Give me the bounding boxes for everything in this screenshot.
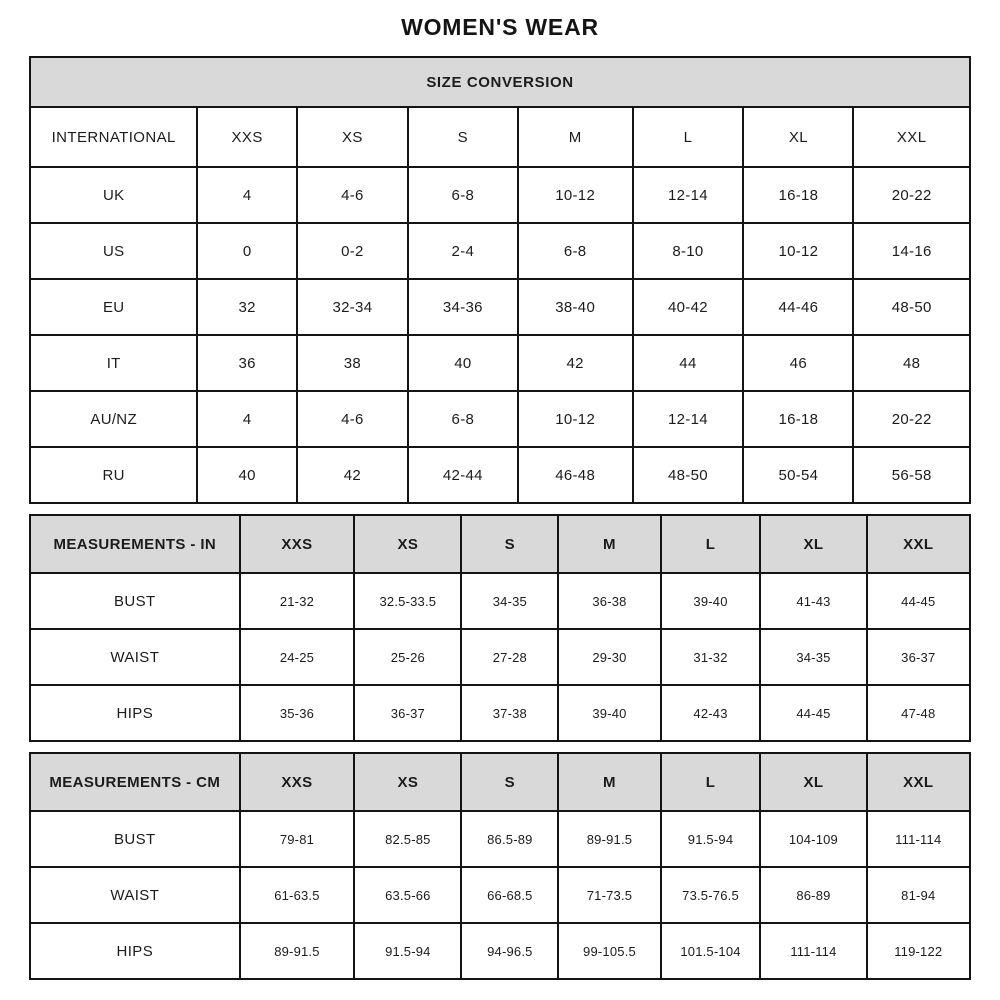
table-cell: 21-32	[240, 573, 355, 629]
table-cell: 81-94	[867, 867, 970, 923]
row-label: HIPS	[30, 685, 240, 741]
table-cell: 119-122	[867, 923, 970, 979]
size-column-header: L	[633, 107, 744, 167]
table-row	[30, 391, 970, 447]
table-cell: 4	[197, 391, 297, 447]
table-cell: 20-22	[853, 391, 970, 447]
size-column-header: XS	[297, 107, 408, 167]
table-cell: 63.5-66	[354, 867, 461, 923]
table-cell: 27-28	[461, 629, 558, 685]
table-cell: 46	[743, 335, 853, 391]
table-row	[30, 629, 970, 685]
table-cell: 34-35	[461, 573, 558, 629]
size-column-header: XL	[743, 107, 853, 167]
row-label: WAIST	[30, 867, 240, 923]
table-cell: 91.5-94	[354, 923, 461, 979]
table-cell: 47-48	[867, 685, 970, 741]
measurements-cm-section	[29, 752, 971, 980]
table-banner-row	[30, 57, 970, 107]
table-cell: 82.5-85	[354, 811, 461, 867]
size-conversion-table	[29, 56, 971, 504]
table-cell: 61-63.5	[240, 867, 355, 923]
table-cell: 20-22	[853, 167, 970, 223]
table-cell: 36-38	[558, 573, 660, 629]
table-cell: 14-16	[853, 223, 970, 279]
size-column-header: XXL	[867, 515, 970, 573]
size-column-header: S	[461, 753, 558, 811]
size-column-header: M	[558, 753, 660, 811]
table-cell: 111-114	[867, 811, 970, 867]
table-cell: 16-18	[743, 167, 853, 223]
table-cell: 40-42	[633, 279, 744, 335]
table-row	[30, 923, 970, 979]
size-column-header: XS	[354, 753, 461, 811]
table-cell: 42-43	[661, 685, 761, 741]
table-cell: 66-68.5	[461, 867, 558, 923]
row-label: RU	[30, 447, 197, 503]
table-cell: 37-38	[461, 685, 558, 741]
table-cell: 34-36	[408, 279, 518, 335]
table-cell: 94-96.5	[461, 923, 558, 979]
size-column-header: XL	[760, 753, 866, 811]
table-cell: 111-114	[760, 923, 866, 979]
table-cell: 12-14	[633, 391, 744, 447]
table-row	[30, 573, 970, 629]
table-cell: 56-58	[853, 447, 970, 503]
table-cell: 39-40	[661, 573, 761, 629]
table-cell: 32.5-33.5	[354, 573, 461, 629]
table-row	[30, 279, 970, 335]
table-cell: 42	[518, 335, 633, 391]
table-cell: 25-26	[354, 629, 461, 685]
size-column-header: L	[661, 753, 761, 811]
table-cell: 73.5-76.5	[661, 867, 761, 923]
table-row	[30, 223, 970, 279]
table-cell: 38-40	[518, 279, 633, 335]
table-cell: 31-32	[661, 629, 761, 685]
table-cell: 2-4	[408, 223, 518, 279]
table-cell: 12-14	[633, 167, 744, 223]
size-column-header: M	[518, 107, 633, 167]
table-cell: 6-8	[518, 223, 633, 279]
table-cell: 48-50	[633, 447, 744, 503]
measurements-in-table	[29, 514, 971, 742]
table-cell: 86-89	[760, 867, 866, 923]
size-column-header: XXS	[240, 753, 355, 811]
table-cell: 10-12	[518, 167, 633, 223]
table-cell: 4-6	[297, 391, 408, 447]
table-cell: 89-91.5	[240, 923, 355, 979]
size-column-header: XXL	[853, 107, 970, 167]
table-row	[30, 867, 970, 923]
row-label: US	[30, 223, 197, 279]
row-label: WAIST	[30, 629, 240, 685]
table-cell: 104-109	[760, 811, 866, 867]
table-cell: 24-25	[240, 629, 355, 685]
table-cell: 34-35	[760, 629, 866, 685]
size-column-header: XXS	[197, 107, 297, 167]
table-row	[30, 335, 970, 391]
table-cell: 44	[633, 335, 744, 391]
table-cell: 36-37	[354, 685, 461, 741]
size-column-header: S	[461, 515, 558, 573]
row-label: IT	[30, 335, 197, 391]
table-cell: 48-50	[853, 279, 970, 335]
measurements-cm-table	[29, 752, 971, 980]
row-label: AU/NZ	[30, 391, 197, 447]
table-header-row	[30, 753, 970, 811]
row-label: EU	[30, 279, 197, 335]
page-title: WOMEN'S WEAR	[401, 14, 599, 40]
column-header-label: MEASUREMENTS - IN	[30, 515, 240, 573]
table-cell: 10-12	[518, 391, 633, 447]
table-cell: 32	[197, 279, 297, 335]
measurements-in-section	[29, 514, 971, 742]
table-row	[30, 447, 970, 503]
size-column-header: L	[661, 515, 761, 573]
table-cell: 101.5-104	[661, 923, 761, 979]
table-cell: 79-81	[240, 811, 355, 867]
size-column-header: M	[558, 515, 660, 573]
table-cell: 4-6	[297, 167, 408, 223]
row-label: UK	[30, 167, 197, 223]
table-cell: 46-48	[518, 447, 633, 503]
table-cell: 44-45	[867, 573, 970, 629]
table-cell: 91.5-94	[661, 811, 761, 867]
table-row	[30, 811, 970, 867]
table-cell: 29-30	[558, 629, 660, 685]
table-cell: 41-43	[760, 573, 866, 629]
table-cell: 38	[297, 335, 408, 391]
table-cell: 6-8	[408, 167, 518, 223]
size-conversion-section	[29, 56, 971, 504]
table-cell: 48	[853, 335, 970, 391]
table-cell: 8-10	[633, 223, 744, 279]
table-row	[30, 167, 970, 223]
column-header-label: INTERNATIONAL	[30, 107, 197, 167]
table-cell: 16-18	[743, 391, 853, 447]
table-cell: 86.5-89	[461, 811, 558, 867]
table-cell: 0	[197, 223, 297, 279]
table-header-row	[30, 515, 970, 573]
table-cell: 71-73.5	[558, 867, 660, 923]
row-label: HIPS	[30, 923, 240, 979]
table-cell: 6-8	[408, 391, 518, 447]
table-cell: 35-36	[240, 685, 355, 741]
table-cell: 44-46	[743, 279, 853, 335]
table-cell: 10-12	[743, 223, 853, 279]
table-cell: 0-2	[297, 223, 408, 279]
table-cell: 4	[197, 167, 297, 223]
table-cell: 44-45	[760, 685, 866, 741]
table-cell: 32-34	[297, 279, 408, 335]
size-column-header: S	[408, 107, 518, 167]
table-cell: 36-37	[867, 629, 970, 685]
table-cell: 42	[297, 447, 408, 503]
size-column-header: XXS	[240, 515, 355, 573]
table-cell: 39-40	[558, 685, 660, 741]
row-label: BUST	[30, 811, 240, 867]
table-cell: 50-54	[743, 447, 853, 503]
size-column-header: XS	[354, 515, 461, 573]
table-row	[30, 685, 970, 741]
size-conversion-banner: SIZE CONVERSION	[30, 57, 970, 107]
size-column-header: XL	[760, 515, 866, 573]
table-cell: 99-105.5	[558, 923, 660, 979]
size-column-header: XXL	[867, 753, 970, 811]
row-label: BUST	[30, 573, 240, 629]
table-header-row	[30, 107, 970, 167]
table-cell: 40	[408, 335, 518, 391]
table-cell: 36	[197, 335, 297, 391]
table-cell: 40	[197, 447, 297, 503]
table-cell: 42-44	[408, 447, 518, 503]
column-header-label: MEASUREMENTS - CM	[30, 753, 240, 811]
table-cell: 89-91.5	[558, 811, 660, 867]
